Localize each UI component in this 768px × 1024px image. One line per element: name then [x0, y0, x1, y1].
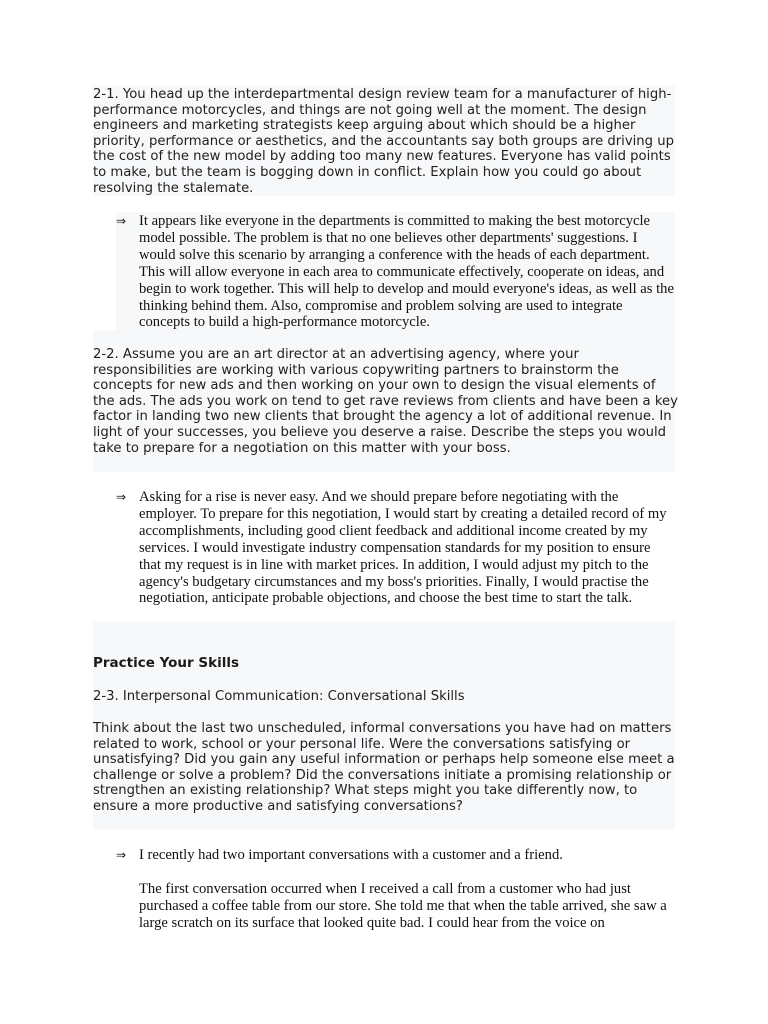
question-2-3: Think about the last two unscheduled, informal conversations you have had on matters related to work, school or your personal life. Were the conversations satisfying or unsatisfying? Did you gain any useful information or perhaps help someone else meet a challenge or solve a problem? Did the conversations initiate a promising relationship or strengthen an existing relationship? What steps might you take differently now, to ensure a more productive and satisfying conversations?	[93, 721, 675, 814]
question-2-1: 2-1. You head up the interdepartmental design review team for a manufacturer of high-performance motorcycles, and things are not going well at the moment. The design engineers and marketing strategists keep arguing about which should be a higher priority, performance or aesthetics, and the accountants say both groups are driving up the cost of the new model by adding too many new features. Everyone has valid points to make, but the team is bogging down in conflict. Explain how you could go about resolving the stalemate.	[93, 87, 674, 196]
arrow-bullet-icon: ⇒	[116, 490, 127, 504]
section-heading: Practice Your Skills	[93, 655, 240, 671]
answer-2-1-text: It appears like everyone in the departments is committed to making the best motorcycle model possible. The problem is that no one believes other departments' suggestions. I would solve this scenario by arranging a conference with the heads of each department. This will allow everyone in each area to communicate effectively, cooperate on ideas, and begin to work together. This will help to develop and mould everyone's ideas, as well as the thinking behind them. Also, compromise and problem solving are used to integrate concepts to build a high-performance motorcycle.	[139, 213, 674, 331]
answer-2-1	[116, 213, 676, 333]
answer-2-3-intro: I recently had two important conversations with a customer and a friend.	[139, 847, 563, 863]
answer-2-2	[116, 489, 676, 624]
question-2-3-title: 2-3. Interpersonal Communication: Conversational Skills	[93, 689, 465, 704]
answer-2-3	[116, 847, 676, 947]
question-2-2: 2-2. Assume you are an art director at an advertising agency, where your responsibilities are working with various copywriting partners to brainstorm the concepts for new ads and then working on your own to design the visual elements of the ads. The ads you work on tend to get rave reviews from clients and have been a key factor in landing two new clients that brought the agency a lot of additional revenue. In light of your successes, you believe you deserve a raise. Describe the steps you would take to prepare for a negotiation on this matter with your boss.	[93, 347, 678, 456]
answer-2-2-text: Asking for a rise is never easy. And we should prepare before negotiating with the employer. To prepare for this negotiation, I would start by creating a detailed record of my accomplishments, including good client feedback and additional income created by my services. I would investigate industry compensation standards for my position to ensure that my request is in line with market prices. In addition, I would adjust my pitch to the agency's budgetary circumstances and my boss's priorities. Finally, I would practise the negotiation, anticipate probable objections, and choose the best time to start the talk.	[139, 489, 667, 607]
answer-2-3-body: The first conversation occurred when I received a call from a customer who had just purchased a coffee table from our store. She told me that when the table arrived, she saw a large scratch on its surface that looked quite bad. I could hear from the voice on	[139, 881, 667, 931]
arrow-bullet-icon: ⇒	[116, 848, 127, 862]
arrow-bullet-icon: ⇒	[116, 214, 127, 228]
